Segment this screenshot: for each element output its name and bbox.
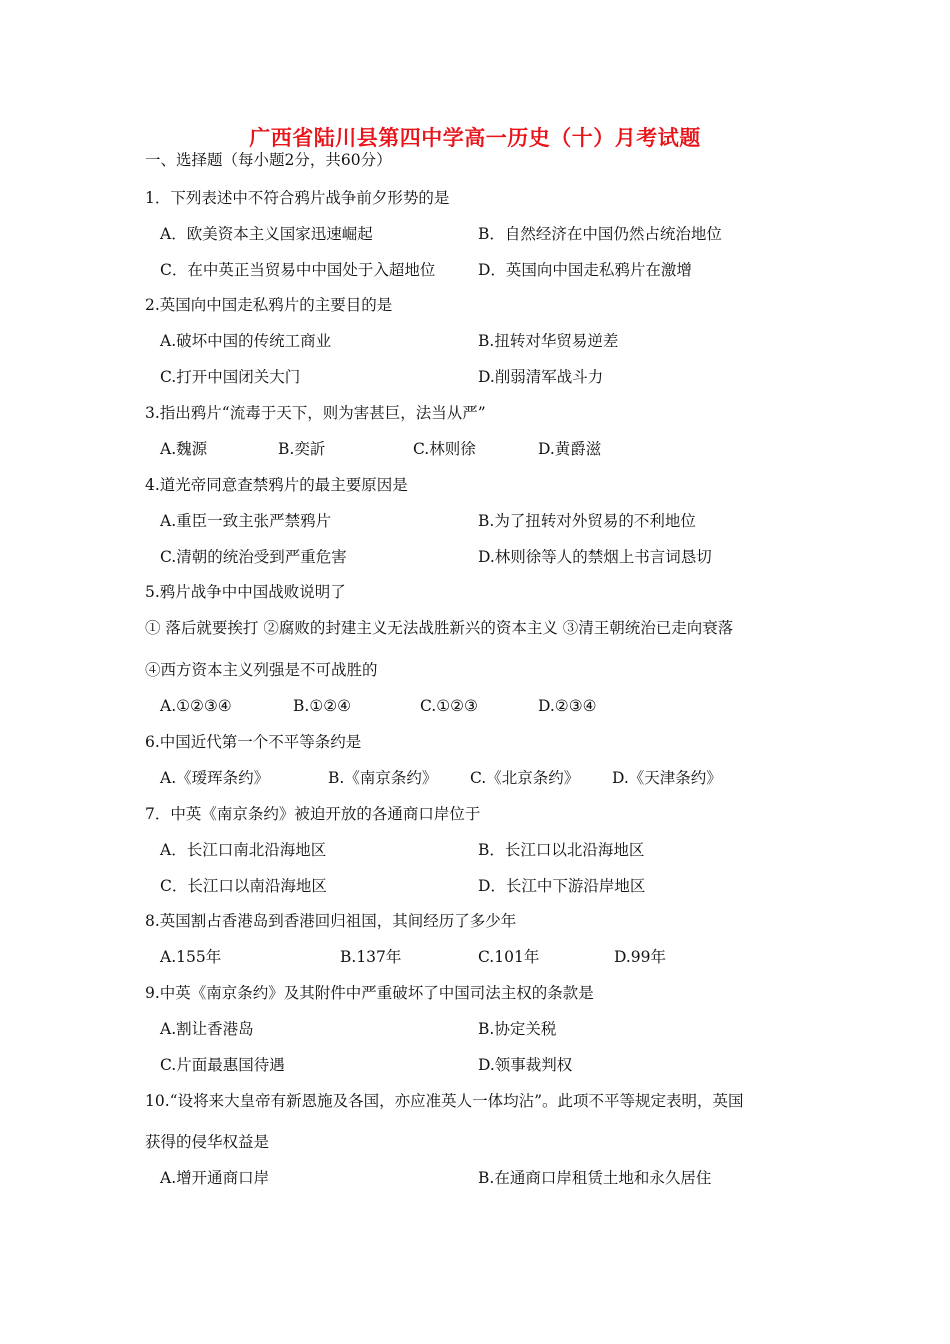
option: D.削弱清军战斗力 — [478, 368, 604, 386]
question-stem: 8.英国割占香港岛到香港回归祖国，其间经历了多少年 — [145, 912, 517, 930]
option: C.打开中国闭关大门 — [160, 368, 301, 386]
option: D.林则徐等人的禁烟上书言词恳切 — [478, 548, 712, 566]
question-stem: 2.英国向中国走私鸦片的主要目的是 — [145, 296, 393, 314]
option: A.《瑷珲条约》 — [160, 769, 270, 787]
option: A.魏源 — [160, 440, 208, 458]
question-stem: 1．下列表述中不符合鸦片战争前夕形势的是 — [145, 189, 450, 207]
option: D.99年 — [614, 948, 667, 966]
option: C.片面最惠国待遇 — [160, 1056, 285, 1074]
question-stem: 6.中国近代第一个不平等条约是 — [145, 733, 362, 751]
option: D.《天津条约》 — [612, 769, 722, 787]
option: B.在通商口岸租赁土地和永久居住 — [478, 1169, 712, 1187]
option: C.《北京条约》 — [470, 769, 580, 787]
question-stem-line: ① 落后就要挨打 ②腐败的封建主义无法战胜新兴的资本主义 ③清王朝统治已走向衰落 — [145, 619, 734, 637]
question-stem: 10.“设将来大皇帝有新恩施及各国，亦应准英人一体均沾”。此项不平等规定表明，英国 — [145, 1092, 744, 1110]
option: A.破坏中国的传统工商业 — [160, 332, 332, 350]
option: B.协定关税 — [478, 1020, 557, 1038]
option: A.割让香港岛 — [160, 1020, 254, 1038]
option: C.林则徐 — [413, 440, 476, 458]
option: A.155年 — [160, 948, 222, 966]
question-stem: 5.鸦片战争中中国战败说明了 — [145, 583, 346, 601]
option: B.①②④ — [293, 697, 352, 715]
option: B.《南京条约》 — [328, 769, 438, 787]
option: C．长江口以南沿海地区 — [160, 877, 327, 895]
option: B．长江口以北沿海地区 — [478, 841, 645, 859]
option: B.奕訢 — [278, 440, 326, 458]
option: A.①②③④ — [160, 697, 232, 715]
option: C.①②③ — [420, 697, 478, 715]
question-stem: 7．中英《南京条约》被迫开放的各通商口岸位于 — [145, 805, 481, 823]
option: B.137年 — [340, 948, 402, 966]
section-heading: 一、选择题（每小题2分，共60分） — [145, 151, 392, 169]
option: A．欧美资本主义国家迅速崛起 — [160, 225, 373, 243]
option: D.领事裁判权 — [478, 1056, 573, 1074]
option: A.重臣一致主张严禁鸦片 — [160, 512, 332, 530]
option: A．长江口南北沿海地区 — [160, 841, 327, 859]
question-stem: 4.道光帝同意查禁鸦片的最主要原因是 — [145, 476, 408, 494]
option: D.黄爵滋 — [538, 440, 602, 458]
question-stem-line: 获得的侵华权益是 — [145, 1133, 270, 1151]
question-stem: 3.指出鸦片“流毒于天下，则为害甚巨，法当从严” — [145, 404, 486, 422]
option: D.②③④ — [538, 697, 597, 715]
option: B.为了扭转对外贸易的不利地位 — [478, 512, 696, 530]
option: D．长江中下游沿岸地区 — [478, 877, 646, 895]
question-stem-line: ④西方资本主义列强是不可战胜的 — [145, 661, 378, 679]
option: B.扭转对华贸易逆差 — [478, 332, 619, 350]
option: C．在中英正当贸易中中国处于入超地位 — [160, 261, 436, 279]
option: B．自然经济在中国仍然占统治地位 — [478, 225, 722, 243]
option: D．英国向中国走私鸦片在激增 — [478, 261, 692, 279]
option: C.清朝的统治受到严重危害 — [160, 548, 347, 566]
page-title: 广西省陆川县第四中学高一历史（十）月考试题 — [249, 125, 701, 150]
option: A.增开通商口岸 — [160, 1169, 270, 1187]
question-stem: 9.中英《南京条约》及其附件中严重破坏了中国司法主权的条款是 — [145, 984, 594, 1002]
option: C.101年 — [478, 948, 540, 966]
